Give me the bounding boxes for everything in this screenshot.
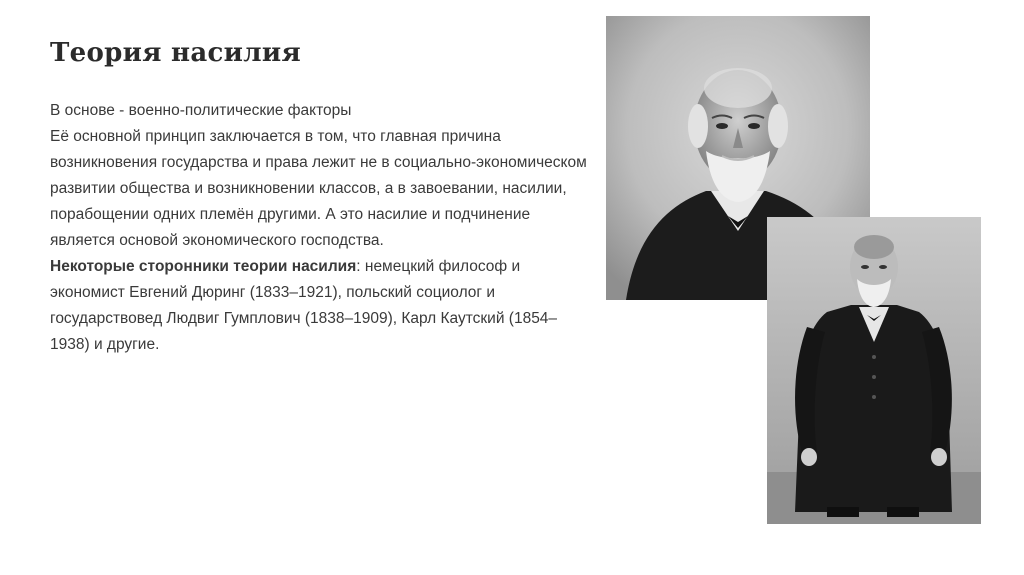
supporters-label: Некоторые сторонники теории насилия bbox=[50, 258, 357, 275]
supporters-paragraph bbox=[50, 254, 595, 358]
intro-line: В основе - военно-политические факторы bbox=[50, 102, 352, 119]
portrait-photo-standing bbox=[767, 217, 981, 524]
supporters-text: : немецкий философ и экономист Евгений Дюринг (1833–1921), польский социолог и государствовед Людвиг Гумплович (1838–1909), Карл Каутский (1854–1938) и другие. bbox=[50, 258, 558, 353]
slide-body bbox=[50, 98, 595, 358]
principle-paragraph: Её основной принцип заключается в том, что главная причина возникновения государства и права лежит не в социально-экономическом развитии общества и возникновении классов, а в завоевании, насилии, порабощении одних племён другими. А это насилие и подчинение является основой экономического господства. bbox=[50, 128, 587, 249]
slide-title: Теория насилия bbox=[50, 38, 301, 68]
